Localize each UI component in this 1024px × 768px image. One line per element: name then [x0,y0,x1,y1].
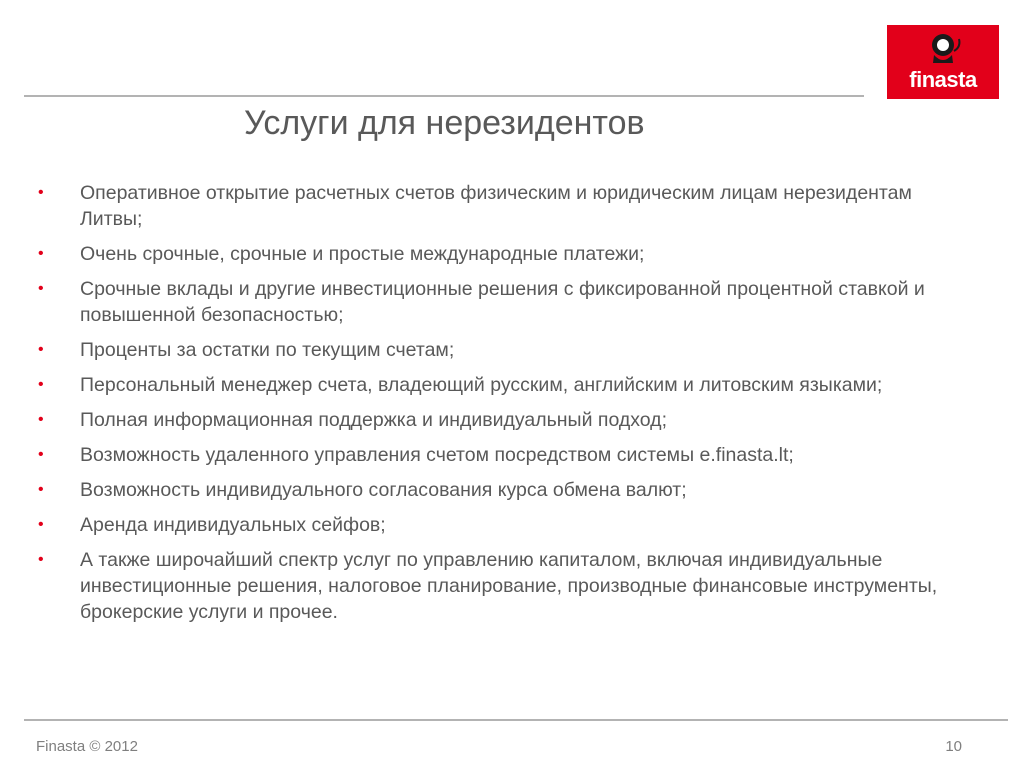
list-item-text: Оперативное открытие расчетных счетов физическим и юридическим лицам нерезидентам Литвы; [80,182,912,230]
list-item-text: Возможность индивидуального согласования курса обмена валют; [80,479,687,501]
bullet-icon: • [38,516,44,533]
bullet-icon: • [38,551,44,568]
bullet-icon: • [38,245,44,262]
bullet-icon: • [38,411,44,428]
list-item [38,512,938,538]
bullet-icon: • [38,446,44,463]
list-item-text: Срочные вклады и другие инвестиционные решения с фиксированной процентной ставкой и повышенной безопасностью; [80,278,925,326]
list-item [38,276,938,328]
services-list [38,180,938,634]
list-item-text: Полная информационная поддержка и индивидуальный подход; [80,409,667,431]
footer-divider [24,719,1008,721]
footer-copyright: Finasta © 2012 [36,738,138,755]
list-item [38,337,938,363]
header-divider [24,95,864,97]
logo-wordmark: finasta [909,67,977,92]
list-item [38,407,938,433]
list-item [38,241,938,267]
list-item [38,442,938,468]
list-item-text: Аренда индивидуальных сейфов; [80,514,386,536]
bullet-icon: • [38,341,44,358]
bullet-icon: • [38,481,44,498]
bullet-icon: • [38,376,44,393]
list-item [38,547,938,625]
list-item-text: Проценты за остатки по текущим счетам; [80,339,455,361]
list-item [38,477,938,503]
list-item-text: А также широчайший спектр услуг по управлению капиталом, включая индивидуальные инвестиционные решения, налоговое планирование, производные финансовые инструменты, брокерские услуги и прочее. [80,549,938,623]
list-item-text: Персональный менеджер счета, владеющий русским, английским и литовским языками; [80,374,883,396]
list-item-text: Очень срочные, срочные и простые международные платежи; [80,243,645,265]
bullet-icon: • [38,184,44,201]
bullet-icon: • [38,280,44,297]
list-item-text: Возможность удаленного управления счетом посредством системы e.finasta.lt; [80,444,794,466]
finasta-logo [887,25,999,99]
page-title: Услуги для нерезидентов [244,104,645,142]
list-item [38,180,938,232]
page-number: 10 [945,738,962,755]
list-item [38,372,938,398]
